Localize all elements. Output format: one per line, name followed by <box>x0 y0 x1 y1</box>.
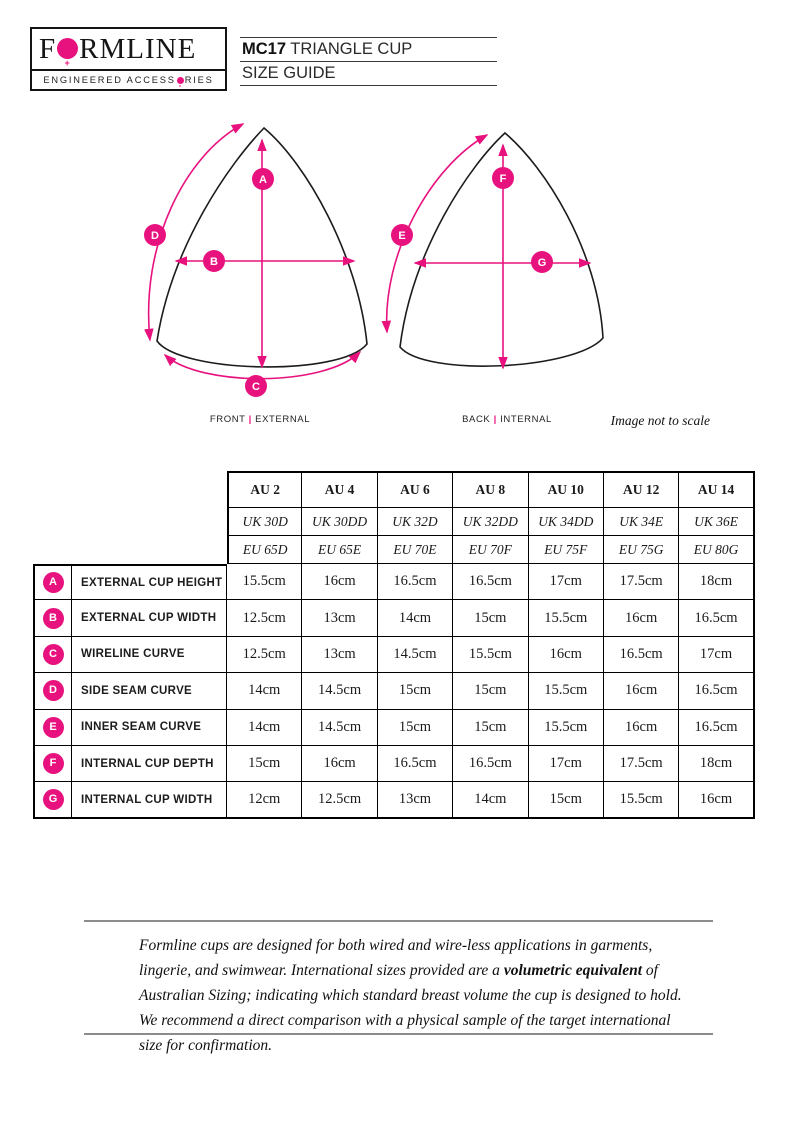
product-name: TRIANGLE CUP <box>286 40 413 58</box>
brand-name <box>32 29 225 69</box>
brand-name-end: RMLINE <box>79 32 197 65</box>
measurement-value: 16cm <box>302 564 377 600</box>
size-header-eu: EU 75G <box>604 536 679 564</box>
size-header-eu: EU 70E <box>378 536 453 564</box>
brand-logo <box>30 27 227 91</box>
size-header-au: AU 6 <box>378 471 453 508</box>
row-marker-cell <box>33 710 72 746</box>
measurement-value: 17cm <box>679 637 754 673</box>
measurement-value: 14cm <box>453 782 528 818</box>
row-marker-cell <box>33 600 72 636</box>
row-marker-badge: A <box>43 572 64 593</box>
measurement-value: 15cm <box>453 600 528 636</box>
row-marker-badge: G <box>43 789 64 810</box>
measurement-value: 16cm <box>604 710 679 746</box>
svg-text:B: B <box>210 256 218 269</box>
measurement-value: 16.5cm <box>679 600 754 636</box>
footnote-text-2: of Australian Sizing; indicating which standard breast volume the cup is designed to hold. We recommend a direct comparison with a physical sample of the target international size for confirmation. <box>139 962 682 1054</box>
svg-text:A: A <box>259 174 267 187</box>
image-scale-note: Image not to scale <box>610 413 710 428</box>
marker-badge-b <box>203 250 225 272</box>
footnote-paragraph <box>139 933 693 1058</box>
measurement-value: 14cm <box>378 600 453 636</box>
measurement-value: 16cm <box>604 600 679 636</box>
measurement-value: 14.5cm <box>302 673 377 709</box>
subtitle-text: SIZE GUIDE <box>242 64 336 82</box>
footnote-bold-phrase: volumetric equivalent <box>503 962 643 979</box>
measurement-value: 16cm <box>679 782 754 818</box>
measurement-value: 16.5cm <box>378 564 453 600</box>
measurement-value: 16.5cm <box>378 746 453 782</box>
row-marker-badge: C <box>43 644 64 665</box>
size-header-uk: UK 36E <box>679 508 754 536</box>
product-title <box>240 38 497 62</box>
size-header-au: AU 12 <box>604 471 679 508</box>
brand-tagline <box>32 69 225 89</box>
svg-text:C: C <box>252 381 260 394</box>
row-marker-badge: D <box>43 680 64 701</box>
cup-measurement-diagram <box>120 115 720 405</box>
measurement-value: 15.5cm <box>529 710 604 746</box>
measurement-value: 16cm <box>529 637 604 673</box>
row-marker-cell <box>33 637 72 673</box>
size-header-uk: UK 34E <box>604 508 679 536</box>
size-header-au: AU 8 <box>453 471 528 508</box>
caption-separator: | <box>493 414 497 425</box>
measurement-value: 14.5cm <box>378 637 453 673</box>
measurement-value: 16.5cm <box>679 673 754 709</box>
brand-o-dot-icon <box>57 38 78 59</box>
back-caption-right: INTERNAL <box>496 414 552 425</box>
marker-badge-a <box>252 168 274 190</box>
measurement-value: 16.5cm <box>453 746 528 782</box>
tagline-o-dot-icon <box>177 77 184 84</box>
measurement-value: 17cm <box>529 564 604 600</box>
size-header-eu: EU 80G <box>679 536 754 564</box>
size-header-au: AU 4 <box>302 471 377 508</box>
size-header-eu: EU 70F <box>453 536 528 564</box>
footnote-top-rule <box>84 920 713 922</box>
measurement-value: 18cm <box>679 564 754 600</box>
front-caption-left: FRONT <box>209 414 249 425</box>
marker-badge-c <box>245 375 267 397</box>
svg-text:E: E <box>398 230 406 243</box>
size-header-uk: UK 30D <box>227 508 302 536</box>
caption-separator: | <box>248 414 252 425</box>
measurement-value: 18cm <box>679 746 754 782</box>
measurement-value: 13cm <box>378 782 453 818</box>
marker-badge-f <box>492 167 514 189</box>
measurement-value: 15cm <box>453 710 528 746</box>
measurement-value: 12cm <box>227 782 302 818</box>
size-guide-table <box>33 471 755 819</box>
measurement-value: 15.5cm <box>453 637 528 673</box>
product-code: MC17 <box>242 40 287 58</box>
measurement-value: 15cm <box>529 782 604 818</box>
measurement-value: 16cm <box>604 673 679 709</box>
measurement-value: 16.5cm <box>604 637 679 673</box>
size-header-uk: UK 34DD <box>529 508 604 536</box>
measurement-value: 16cm <box>302 746 377 782</box>
size-header-eu: EU 75F <box>529 536 604 564</box>
measurement-label: INTERNAL CUP DEPTH <box>72 746 227 782</box>
measurement-value: 12.5cm <box>302 782 377 818</box>
svg-text:G: G <box>537 257 547 270</box>
size-header-au: AU 2 <box>227 471 302 508</box>
measurement-value: 12.5cm <box>227 600 302 636</box>
row-marker-badge: F <box>43 753 64 774</box>
measurement-value: 14.5cm <box>302 710 377 746</box>
measurement-value: 13cm <box>302 637 377 673</box>
measurement-label: EXTERNAL CUP WIDTH <box>72 600 227 636</box>
measurement-label: WIRELINE CURVE <box>72 637 227 673</box>
brand-name-start: F <box>39 32 57 65</box>
measurement-value: 17.5cm <box>604 746 679 782</box>
measurement-value: 12.5cm <box>227 637 302 673</box>
document-subtitle <box>240 62 497 86</box>
document-title-block <box>240 37 497 86</box>
marker-badge-e <box>391 224 413 246</box>
brand-tagline-end: RIES <box>184 75 214 85</box>
measurement-value: 14cm <box>227 710 302 746</box>
row-marker-cell <box>33 673 72 709</box>
measurement-label: SIDE SEAM CURVE <box>72 673 227 709</box>
measurement-label: INNER SEAM CURVE <box>72 710 227 746</box>
measurement-value: 15cm <box>378 673 453 709</box>
svg-text:D: D <box>151 230 159 243</box>
measurement-value: 15cm <box>453 673 528 709</box>
row-marker-cell <box>33 746 72 782</box>
measurement-value: 16.5cm <box>453 564 528 600</box>
measurement-value: 15.5cm <box>529 673 604 709</box>
measurement-value: 15cm <box>378 710 453 746</box>
size-header-eu: EU 65E <box>302 536 377 564</box>
measurement-value: 16.5cm <box>679 710 754 746</box>
measurement-value: 15cm <box>227 746 302 782</box>
size-header-eu: EU 65D <box>227 536 302 564</box>
back-caption-left: BACK <box>462 414 494 425</box>
measurement-value: 15.5cm <box>227 564 302 600</box>
measurement-value: 15.5cm <box>529 600 604 636</box>
measurement-value: 17cm <box>529 746 604 782</box>
row-marker-cell <box>33 782 72 818</box>
row-marker-badge: B <box>43 608 64 629</box>
footnote-bottom-rule <box>84 1033 713 1035</box>
measurement-value: 13cm <box>302 600 377 636</box>
marker-badge-g <box>531 251 553 273</box>
row-marker-cell <box>33 564 72 600</box>
row-marker-badge: E <box>43 717 64 738</box>
front-caption-right: EXTERNAL <box>251 414 311 425</box>
svg-text:F: F <box>499 173 507 186</box>
measurement-label: EXTERNAL CUP HEIGHT <box>72 564 227 600</box>
front-view-caption <box>160 414 360 428</box>
size-header-uk: UK 32DD <box>453 508 528 536</box>
marker-badge-d <box>144 224 166 246</box>
measurement-value: 15.5cm <box>604 782 679 818</box>
footnote-text-1: Formline cups are designed for both wired and wire-less applications in garments, lingerie, and swimwear. International sizes provided are a <box>139 937 653 979</box>
measurement-value: 14cm <box>227 673 302 709</box>
size-header-au: AU 14 <box>679 471 754 508</box>
size-header-uk: UK 32D <box>378 508 453 536</box>
brand-tagline-start: ENGINEERED ACCESS <box>43 75 176 85</box>
measurement-label: INTERNAL CUP WIDTH <box>72 782 227 818</box>
measurement-value: 17.5cm <box>604 564 679 600</box>
size-header-uk: UK 30DD <box>302 508 377 536</box>
size-header-au: AU 10 <box>529 471 604 508</box>
